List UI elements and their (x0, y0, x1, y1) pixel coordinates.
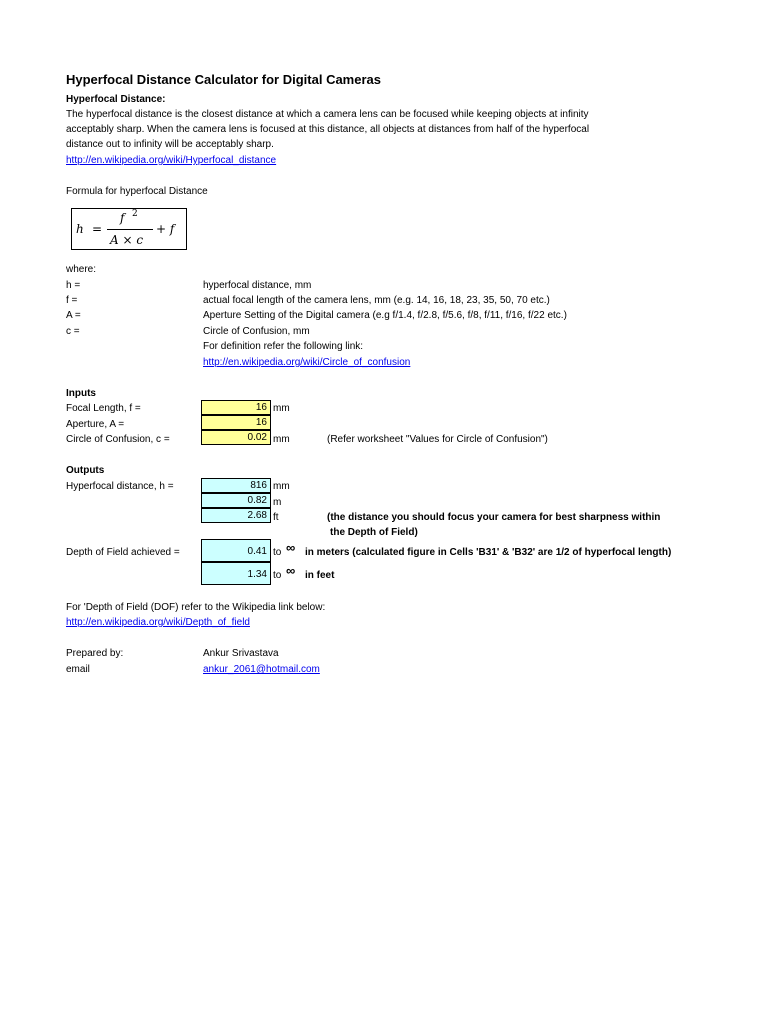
dof-wiki-link[interactable]: http://en.wikipedia.org/wiki/Depth_of_field (66, 617, 250, 628)
hyperfocal-m-output: 0.82 (201, 493, 271, 508)
where-sym-f: f = (66, 295, 78, 306)
formula-plus-f: + f (156, 222, 175, 236)
outputs-heading: Outputs (66, 465, 105, 476)
focus-note-line-1: (the distance you should focus your camera for best sharpness within (327, 512, 661, 523)
where-desc-a: Aperture Setting of the Digital camera (e.g f/1.4, f/2.8, f/5.6, f/8, f/11, f/16, f/22 etc.) (203, 310, 567, 321)
hyperfocal-ft-output: 2.68 (201, 508, 271, 523)
aperture-label: Aperture, A = (66, 419, 125, 430)
hyperfocal-mm-unit: mm (273, 481, 290, 492)
definition-note: For definition refer the following link: (203, 341, 364, 352)
inputs-heading: Inputs (66, 388, 96, 399)
dof-meters-note: in meters (calculated figure in Cells 'B31' & 'B32' are 1/2 of hyperfocal length) (305, 547, 672, 558)
hyperfocal-ft-unit: ft (273, 512, 279, 523)
where-desc-c: Circle of Confusion, mm (203, 326, 310, 337)
formula-label: Formula for hyperfocal Distance (66, 186, 208, 197)
aperture-input[interactable]: 16 (201, 415, 271, 430)
page-title: Hyperfocal Distance Calculator for Digital Cameras (66, 72, 381, 87)
dof-label: Depth of Field achieved = (66, 547, 180, 558)
formula-eq: = (92, 222, 103, 236)
focus-note-line-2: the Depth of Field) (330, 527, 418, 538)
coc-note: (Refer worksheet "Values for Circle of Confusion") (327, 434, 548, 445)
definition-line-3: distance out to infinity will be acceptably sharp. (66, 139, 274, 150)
email-label: email (66, 664, 90, 675)
formula-box (71, 208, 187, 250)
author-name: Ankur Srivastava (203, 648, 279, 659)
formula-exponent: 2 (132, 209, 138, 219)
focal-length-unit: mm (273, 403, 290, 414)
definition-line-1: The hyperfocal distance is the closest distance at which a camera lens can be focused while keeping objects at infinity (66, 109, 589, 120)
where-sym-a: A = (66, 310, 81, 321)
coc-label: Circle of Confusion, c = (66, 434, 170, 445)
email-link[interactable]: ankur_2061@hotmail.com (203, 664, 320, 675)
formula-denominator: A × c (110, 233, 144, 247)
hyperfocal-m-unit: m (273, 497, 282, 508)
focal-length-input[interactable]: 16 (201, 400, 271, 415)
infinity-icon: ∞ (286, 540, 296, 555)
definition-heading: Hyperfocal Distance: (66, 94, 166, 105)
hyperfocal-label: Hyperfocal distance, h = (66, 481, 174, 492)
where-sym-c: c = (66, 326, 80, 337)
dof-feet-output: 1.34 (201, 562, 271, 585)
dof-feet-note: in feet (305, 570, 335, 581)
formula-lhs: h (76, 222, 84, 236)
formula-numerator: f (120, 211, 125, 225)
dof-feet-to: to (273, 570, 282, 581)
where-sym-h: h = (66, 280, 81, 291)
where-desc-f: actual focal length of the camera lens, mm (e.g. 14, 16, 18, 23, 35, 50, 70 etc.) (203, 295, 550, 306)
where-label: where: (66, 264, 97, 275)
coc-unit: mm (273, 434, 290, 445)
focal-length-label: Focal Length, f = (66, 403, 141, 414)
hyperfocal-wiki-link[interactable]: http://en.wikipedia.org/wiki/Hyperfocal_distance (66, 155, 277, 166)
coc-wiki-link[interactable]: http://en.wikipedia.org/wiki/Circle_of_confusion (203, 357, 411, 368)
prepared-by-label: Prepared by: (66, 648, 124, 659)
definition-line-2: acceptably sharp. When the camera lens is focused at this distance, all objects at distances from half of the hyperfocal (66, 124, 590, 135)
dof-meters-to: to (273, 547, 282, 558)
infinity-icon: ∞ (286, 563, 296, 578)
dof-ref-text: For 'Depth of Field (DOF) refer to the Wikipedia link below: (66, 602, 326, 613)
coc-input[interactable]: 0.02 (201, 430, 271, 445)
fraction-bar (107, 229, 153, 230)
hyperfocal-mm-output: 816 (201, 478, 271, 493)
dof-meters-output: 0.41 (201, 539, 271, 562)
where-desc-h: hyperfocal distance, mm (203, 280, 312, 291)
